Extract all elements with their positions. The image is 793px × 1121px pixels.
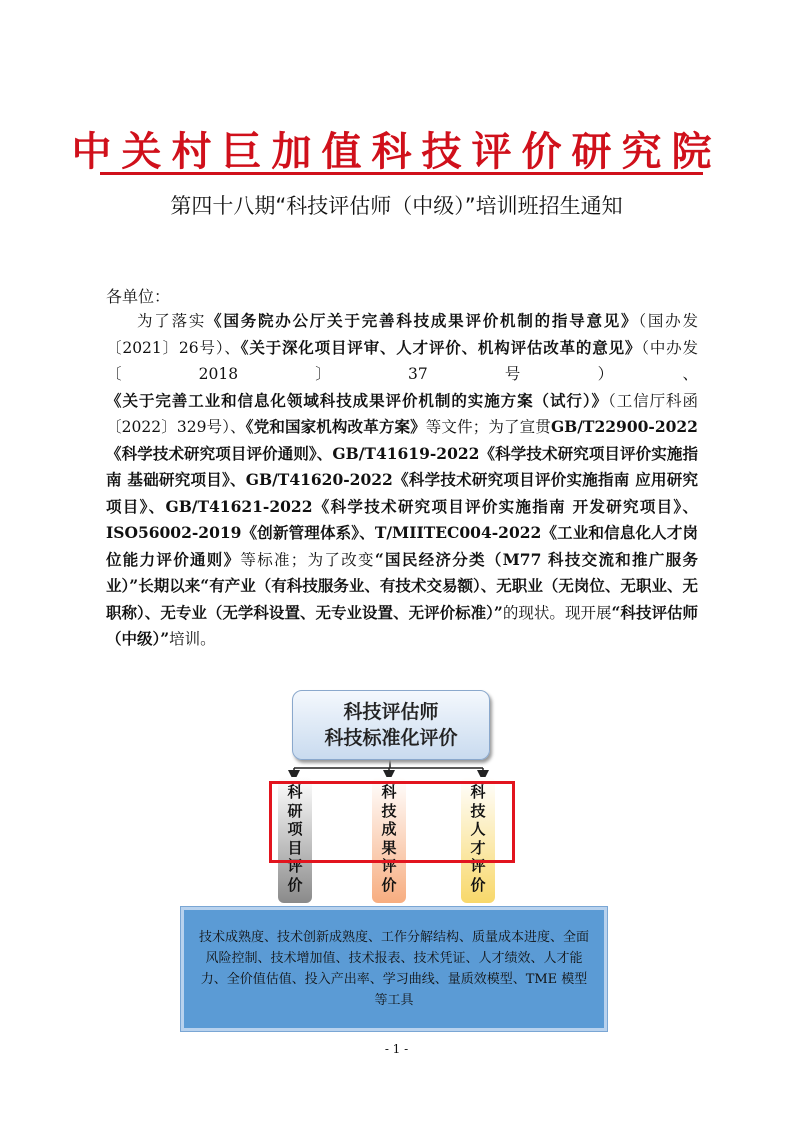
pillar-char: 研 xyxy=(287,801,303,820)
notice-title: 第四十八期“科技评估师（中级）”培训班招生通知 xyxy=(170,194,623,218)
standardized-evaluation-label: 科技标准化评价 xyxy=(324,727,458,749)
body-text: 培训。 xyxy=(169,630,216,648)
assessor-box xyxy=(292,690,490,760)
training-name: “科技评估师（中级）” xyxy=(106,602,698,648)
pillar-char: 才 xyxy=(470,838,486,857)
assessor-label: 科技评估师 xyxy=(343,701,439,723)
body-text: 等文件；为了宣贯 xyxy=(425,418,551,436)
body-text: （国办发〔2021〕26号）、 xyxy=(106,312,698,357)
document-ref: 《关于完善工业和信息化领域科技成果评价机制的实施方案（试行）》 xyxy=(106,390,609,410)
pillar-char: 评 xyxy=(381,857,397,875)
classification-ref: “国民经济分类（M77 科技交流和推广服务业）”长期以来“有产业（有科技服务业、有技术交易额）、无职业（无岗位、无职业、无职称）、无专业（无学科设置、无专业设置、无评价标准）” xyxy=(106,549,698,622)
body-text: 为了落实 xyxy=(137,312,207,330)
body-text: 等标准；为了改变 xyxy=(240,550,375,569)
body-text: （工信厅科函〔2022〕329号）、 xyxy=(106,391,698,436)
greeting: 各单位： xyxy=(106,287,171,306)
document-ref: 《国务院办公厅关于完善科技成果评价机制的指导意见》 xyxy=(206,311,639,330)
pillar-char: 价 xyxy=(287,875,303,894)
highlight-frame xyxy=(269,781,515,863)
pillar-char: 价 xyxy=(381,875,397,894)
page-number: - 1 - xyxy=(384,1042,409,1056)
pillar-char: 科 xyxy=(287,783,303,801)
tools-text: 技术成熟度、技术创新成熟度、工作分解结构、质量成本进度、全面风险控制、技术增加值、技术报表、技术凭证、人才绩效、人才能力、全价值估值、投入产出率、学习曲线、量质效模型、TME 模型等工具 xyxy=(199,930,590,1008)
pillar-char: 项 xyxy=(287,820,303,838)
pillar-char: 技 xyxy=(381,801,397,820)
pillar-char: 科 xyxy=(470,783,486,801)
pillar-char: 成 xyxy=(381,820,397,838)
pillar-char: 评 xyxy=(287,857,303,875)
body-text: （中办发〔2018〕37号）、 xyxy=(106,338,698,383)
tools-box xyxy=(181,907,607,1031)
pillar-char: 评 xyxy=(470,857,486,875)
pillar-char: 科 xyxy=(381,783,397,801)
document-ref: 《党和国家机构改革方案》 xyxy=(245,417,426,436)
org-title: 中关村巨加值科技评价研究院 xyxy=(71,129,722,175)
pillar-char: 人 xyxy=(470,820,486,838)
pillar-char: 技 xyxy=(470,801,486,820)
pillar-char: 价 xyxy=(470,875,486,894)
standards-ref: GB/T22900-2022《科学技术研究项目评价通则》、GB/T41619-2022《科学技术研究项目评价实施指南 基础研究项目》、GB/T41620-2022《科学技术研究项目评价实施指南 应用研究项目》、GB/T41621-2022《科学技术研究项目评价实施指南 开发研究项目》、ISO56002-2019《创新管理体系》、T/MIITEC004-2022《工业和信息化人才岗位能力评价通则》 xyxy=(106,417,698,569)
body-text: 的现状。现开展 xyxy=(502,603,612,622)
document-ref: 《关于深化项目评审、人才评价、机构评估改革的意见》 xyxy=(240,337,642,357)
pillar-char: 目 xyxy=(287,838,303,857)
pillar-char: 果 xyxy=(381,838,397,857)
